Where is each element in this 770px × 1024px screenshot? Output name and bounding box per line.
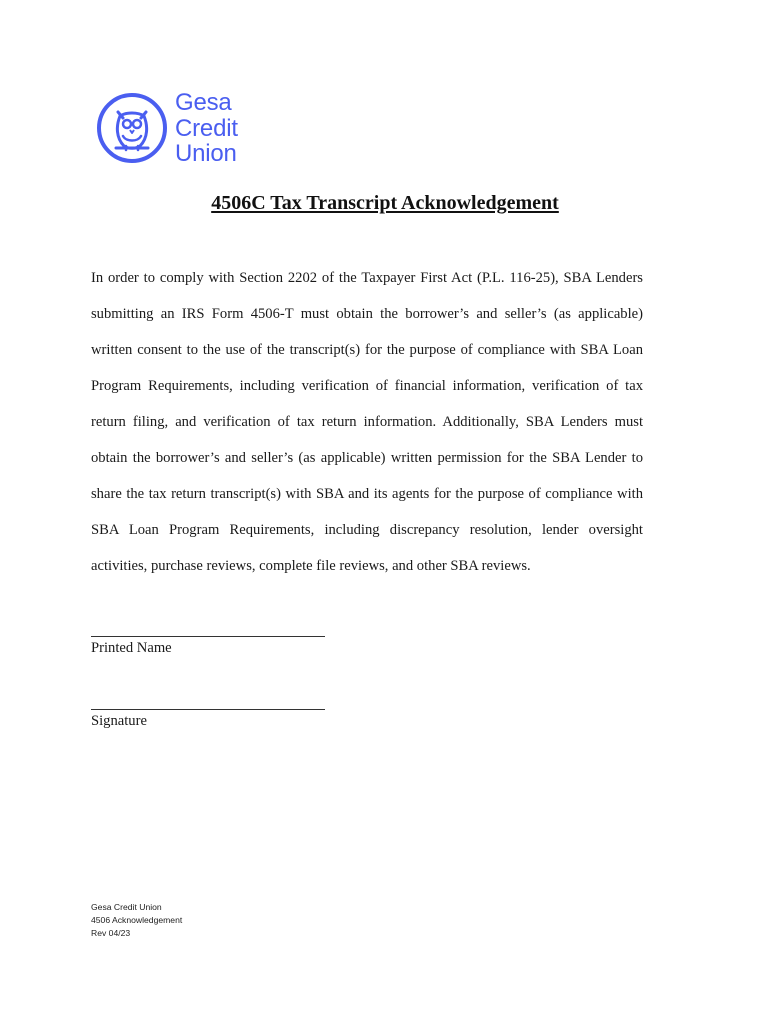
signature-line[interactable] bbox=[91, 709, 325, 710]
consent-paragraph: In order to comply with Section 2202 of the Taxpayer First Act (P.L. 116-25), SBA Lenders submitting an IRS Form 4506-T must obtain the borrower’s and seller’s (as applicable) written consent to the use of the transcript(s) for the purpose of compliance with SBA Loan Program Requirements, including verification of financial information, verification of tax return filing, and verification of tax return information. Additionally, SBA Lenders must obtain the borrower’s and seller’s (as applicable) written permission for the SBA Lender to share the tax return transcript(s) with SBA and its agents for the purpose of compliance with SBA Loan Program Requirements, including discrepancy resolution, lender oversight activities, purchase reviews, complete file reviews, and other SBA reviews. bbox=[91, 270, 643, 574]
footer-revision: Rev 04/23 bbox=[91, 928, 131, 938]
document-title: 4506C Tax Transcript Acknowledgement bbox=[211, 192, 559, 214]
footer-doc-name: 4506 Acknowledgement bbox=[91, 915, 183, 925]
logo-line-1: Gesa bbox=[175, 89, 232, 116]
signature-label: Signature bbox=[91, 713, 147, 729]
printed-name-label: Printed Name bbox=[91, 640, 172, 656]
signature-field[interactable] bbox=[91, 709, 331, 730]
logo-wordmark bbox=[175, 90, 238, 167]
document-footer bbox=[91, 901, 182, 940]
logo-line-3: Union bbox=[175, 140, 237, 167]
owl-icon bbox=[96, 92, 168, 164]
printed-name-line[interactable] bbox=[91, 636, 325, 637]
logo-line-2: Credit bbox=[175, 114, 238, 142]
printed-name-field[interactable] bbox=[91, 636, 331, 657]
footer-org: Gesa Credit Union bbox=[91, 902, 162, 912]
gesa-logo bbox=[96, 89, 266, 167]
